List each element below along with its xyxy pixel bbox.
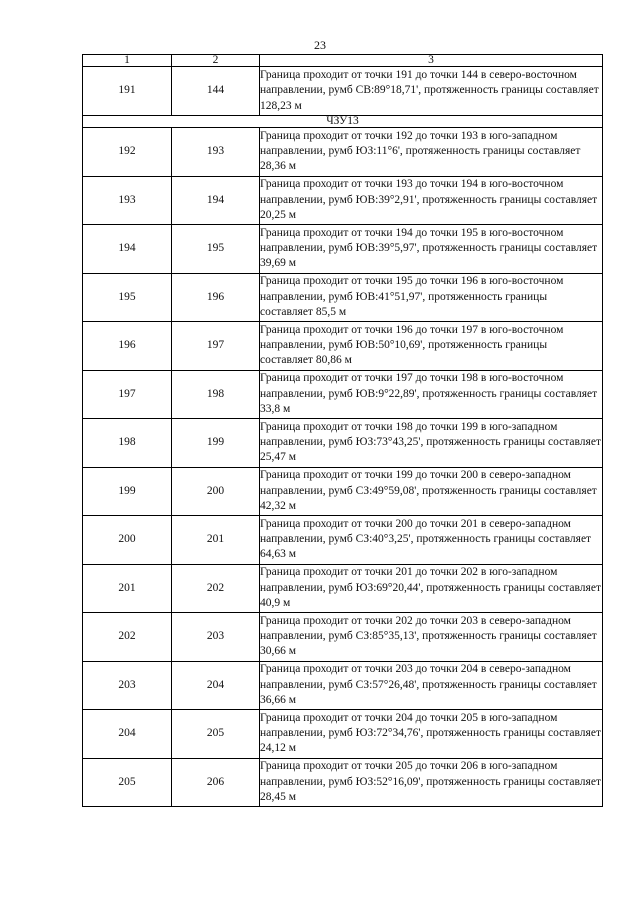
boundary-description-cell: Граница проходит от точки 202 до точки 203 в северо-западном направлении, румб СЗ:85°35,13', протяженность границы составляет 30,66 м [260, 613, 603, 662]
boundary-description-cell: Граница проходит от точки 198 до точки 199 в юго-западном направлении, румб ЮЗ:73°43,25', протяженность границы составляет 25,47 м [260, 419, 603, 468]
boundary-description-cell: Граница проходит от точки 199 до точки 200 в северо-западном направлении, румб СЗ:49°59,08', протяженность границы составляет 42,32 м [260, 467, 603, 516]
table-header-row [83, 55, 603, 67]
point-from-cell: 199 [83, 467, 172, 516]
table-row [83, 661, 603, 710]
table-row [83, 225, 603, 274]
table-row [83, 419, 603, 468]
point-to-cell: 206 [172, 758, 260, 807]
point-to-cell: 144 [172, 67, 260, 116]
table-row [83, 516, 603, 565]
point-from-cell: 203 [83, 661, 172, 710]
table-row [83, 67, 603, 116]
boundary-description-cell: Граница проходит от точки 193 до точки 194 в юго-восточном направлении, румб ЮВ:39°2,91', протяженность границы составляет 20,25 м [260, 176, 603, 225]
boundary-description-cell: Граница проходит от точки 194 до точки 195 в юго-восточном направлении, румб ЮВ:39°5,97', протяженность границы составляет 39,69 м [260, 225, 603, 274]
section-row [83, 116, 603, 128]
point-from-cell: 196 [83, 322, 172, 371]
point-from-cell: 191 [83, 67, 172, 116]
table-row [83, 273, 603, 322]
point-from-cell: 200 [83, 516, 172, 565]
header-cell-2: 2 [172, 55, 260, 67]
point-to-cell: 199 [172, 419, 260, 468]
header-cell-1: 1 [83, 55, 172, 67]
table-row [83, 758, 603, 807]
table-row [83, 564, 603, 613]
page-number: 23 [314, 38, 326, 52]
table-row [83, 128, 603, 177]
boundary-description-cell: Граница проходит от точки 205 до точки 206 в юго-западном направлении, румб ЮЗ:52°16,09', протяженность границы составляет 28,45 м [260, 758, 603, 807]
point-to-cell: 205 [172, 710, 260, 759]
table-row [83, 370, 603, 419]
point-to-cell: 201 [172, 516, 260, 565]
point-from-cell: 195 [83, 273, 172, 322]
header-cell-3: 3 [260, 55, 603, 67]
boundary-description-cell: Граница проходит от точки 196 до точки 197 в юго-восточном направлении, румб ЮВ:50°10,69', протяженность границы составляет 80,86 м [260, 322, 603, 371]
point-to-cell: 200 [172, 467, 260, 516]
point-to-cell: 194 [172, 176, 260, 225]
table-row [83, 322, 603, 371]
boundary-description-cell: Граница проходит от точки 195 до точки 196 в юго-восточном направлении, румб ЮВ:41°51,97', протяженность границы составляет 85,5 м [260, 273, 603, 322]
point-from-cell: 201 [83, 564, 172, 613]
boundary-table [82, 54, 603, 807]
boundary-description-cell: Граница проходит от точки 201 до точки 202 в юго-западном направлении, румб ЮЗ:69°20,44', протяженность границы составляет 40,9 м [260, 564, 603, 613]
table-row [83, 176, 603, 225]
point-to-cell: 197 [172, 322, 260, 371]
point-from-cell: 198 [83, 419, 172, 468]
point-to-cell: 203 [172, 613, 260, 662]
boundary-description-cell: Граница проходит от точки 197 до точки 198 в юго-восточном направлении, румб ЮВ:9°22,89', протяженность границы составляет 33,8 м [260, 370, 603, 419]
point-from-cell: 194 [83, 225, 172, 274]
point-to-cell: 202 [172, 564, 260, 613]
boundary-description-cell: Граница проходит от точки 204 до точки 205 в юго-западном направлении, румб ЮЗ:72°34,76', протяженность границы составляет 24,12 м [260, 710, 603, 759]
boundary-description-cell: Граница проходит от точки 192 до точки 193 в юго-западном направлении, румб ЮЗ:11°6', протяженность границы составляет 28,36 м [260, 128, 603, 177]
point-to-cell: 204 [172, 661, 260, 710]
point-from-cell: 193 [83, 176, 172, 225]
table-row [83, 467, 603, 516]
table-row [83, 710, 603, 759]
section-label: ЧЗУ13 [83, 116, 603, 128]
point-from-cell: 202 [83, 613, 172, 662]
boundary-description-cell: Граница проходит от точки 191 до точки 144 в северо-восточном направлении, румб СВ:89°18,71', протяженность границы составляет 128,23 м [260, 67, 603, 116]
point-to-cell: 198 [172, 370, 260, 419]
point-to-cell: 195 [172, 225, 260, 274]
boundary-description-cell: Граница проходит от точки 200 до точки 201 в северо-западном направлении, румб СЗ:40°3,25', протяженность границы составляет 64,63 м [260, 516, 603, 565]
point-from-cell: 204 [83, 710, 172, 759]
table-row [83, 613, 603, 662]
point-from-cell: 197 [83, 370, 172, 419]
point-from-cell: 205 [83, 758, 172, 807]
point-from-cell: 192 [83, 128, 172, 177]
point-to-cell: 193 [172, 128, 260, 177]
boundary-description-cell: Граница проходит от точки 203 до точки 204 в северо-западном направлении, румб СЗ:57°26,48', протяженность границы составляет 36,66 м [260, 661, 603, 710]
point-to-cell: 196 [172, 273, 260, 322]
